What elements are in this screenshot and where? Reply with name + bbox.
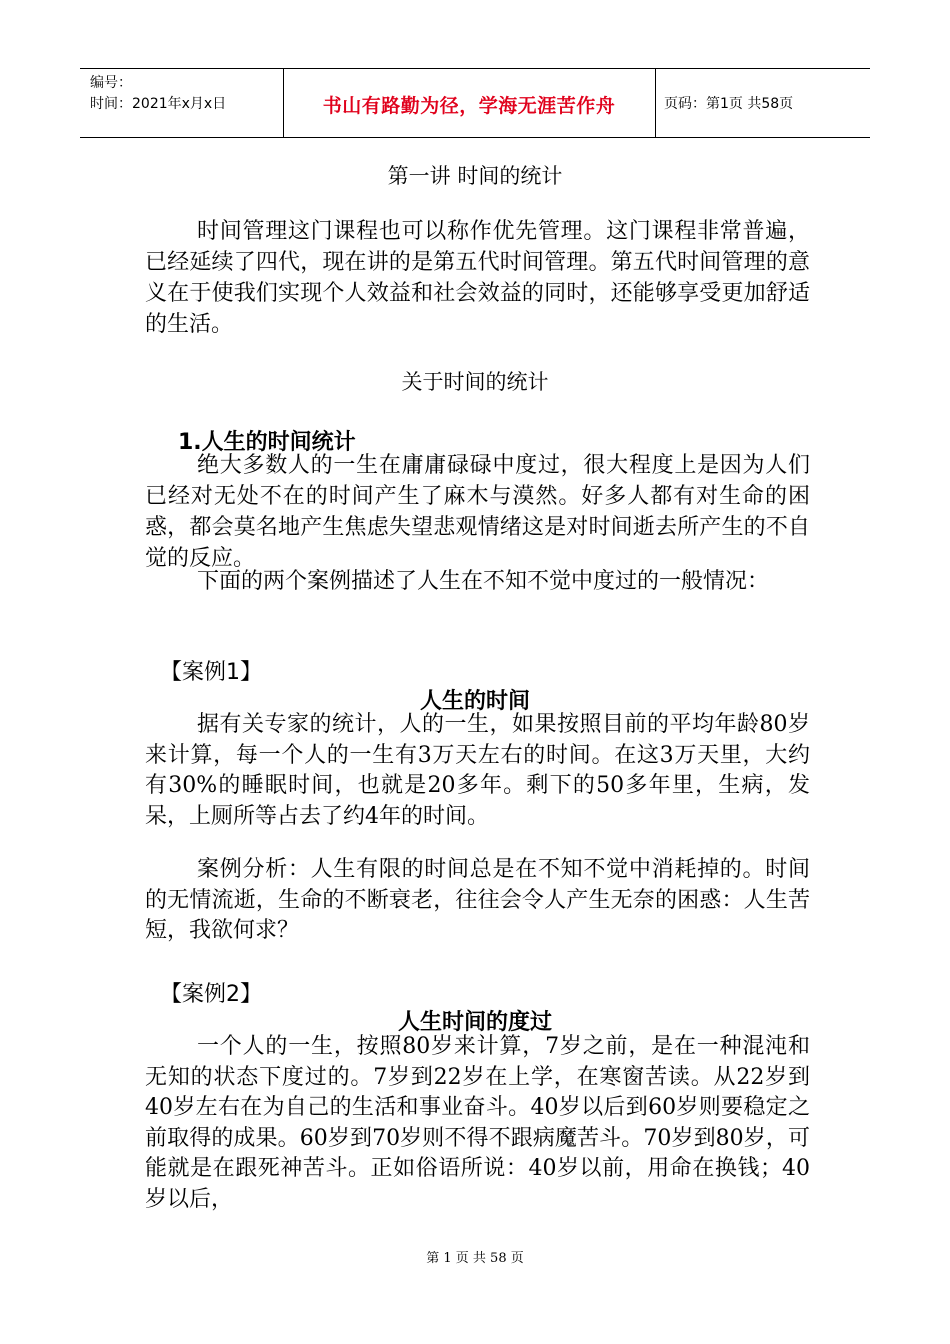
case-title: 人生时间的度过 bbox=[397, 1010, 552, 1035]
case-text: 一个人的一生，按照80岁来计算，7岁之前，是在一种混沌和无知的状态下度过的。7岁到22岁在上学，在寒窗苦读。从22岁到40岁左右在为自己的生活和事业奋斗。40岁以后到60岁则要稳定之前取得的成果。60岁到70岁则不得不跟病魔苦斗。70岁到80岁，可能就是在跟死神苦斗。正如俗语所说：40岁以前，用命在换钱；40岁以后， bbox=[145, 1034, 810, 1212]
case-text: 据有关专家的统计，人的一生，如果按照目前的平均年龄80岁来计算，每一个人的一生有3万天左右的时间。在这3万天里，大约有30%的睡眠时间，也就是20多年。剩下的50多年里，生病，发呆，上厕所等占去了约4年的时间。 bbox=[145, 712, 810, 829]
header-divider bbox=[655, 69, 656, 137]
subtitle: 关于时间的统计 bbox=[401, 370, 549, 394]
section-paragraph: 绝大多数人的一生在庸庸碌碌中度过，很大程度上是因为人们已经对无处不在的时间产生了麻木与漠然。好多人都有对生命的困惑，都会莫名地产生焦虑失望悲观情绪这是对时间逝去所产生的不自觉的反应。 bbox=[145, 453, 810, 571]
case-label: 【案例1】 bbox=[160, 660, 262, 685]
header-table bbox=[80, 68, 870, 138]
section-paragraph: 下面的两个案例描述了人生在不知不觉中度过的一般情况： bbox=[197, 569, 770, 594]
page-title: 第一讲 时间的统计 bbox=[387, 164, 563, 188]
case-analysis: 案例分析：人生有限的时间总是在不知不觉中消耗掉的。时间的无情流逝，生命的不断衰老，往往会令人产生无奈的困惑：人生苦短，我欲何求？ bbox=[145, 857, 810, 943]
header-motto: 书山有路勤为径，学海无涯苦作舟 bbox=[322, 95, 616, 117]
date-label: 时间：2021年x月x日 bbox=[90, 96, 227, 112]
doc-number-label: 编号： bbox=[90, 75, 132, 91]
section-heading: 1.人生的时间统计 bbox=[178, 430, 356, 455]
intro-paragraph: 时间管理这门课程也可以称作优先管理。这门课程非常普遍，已经延续了四代，现在讲的是第五代时间管理。第五代时间管理的意义在于使我们实现个人效益和社会效益的同时，还能够享受更加舒适的生活。 bbox=[145, 219, 810, 337]
page-footer: 第 1 页 共 58 页 bbox=[426, 1251, 524, 1266]
header-meta bbox=[90, 73, 226, 115]
header-page-info: 页码：第1页 共58页 bbox=[664, 96, 794, 112]
case-label: 【案例2】 bbox=[160, 982, 262, 1007]
case-title: 人生的时间 bbox=[419, 689, 530, 714]
